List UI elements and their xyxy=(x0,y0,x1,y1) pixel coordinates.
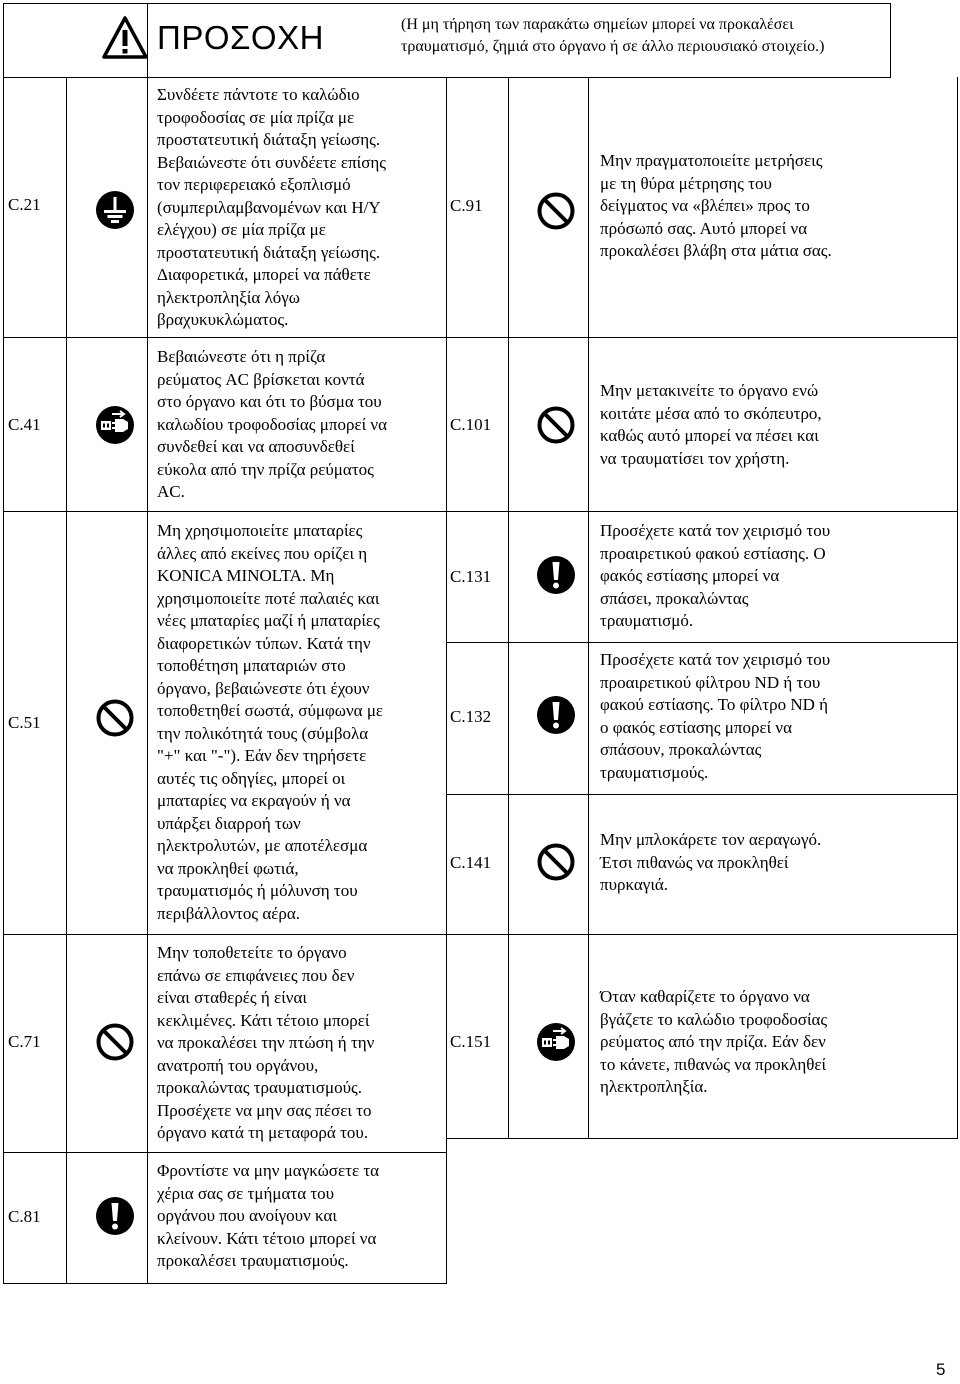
caution-text-line: διαφορετικών τύπων. Κατά την xyxy=(157,633,371,653)
caution-text-line: το κάνετε, πιθανώς να προκληθεί xyxy=(600,1054,827,1074)
unplug-icon xyxy=(95,405,135,445)
right-row-line xyxy=(446,337,958,338)
caution-text-line: κοιτάτε μέσα από το σκόπευτρο, xyxy=(600,403,822,423)
exclamation-icon xyxy=(95,1196,135,1236)
caution-text-line: φακός εστίασης μπορεί να xyxy=(600,566,780,585)
caution-text-line: προκαλέσει τραυματισμούς. xyxy=(157,1251,349,1270)
caution-text-line: Βεβαιώνεστε ότι συνδέετε επίσης xyxy=(157,152,387,172)
caution-text-line: την πολικότητά τους (σύμβολα xyxy=(157,723,369,743)
caution-text-line: με τη θύρα μέτρησης του xyxy=(600,173,772,193)
header-right-border xyxy=(890,3,891,78)
caution-text-line: προαιρετικού φακού εστίασης. Ο xyxy=(600,543,826,563)
caution-text-line: πυρκαγιά. xyxy=(600,875,669,894)
caution-text-line: ρεύματος από την πρίζα. Εάν δεν xyxy=(600,1032,826,1051)
caution-text-line: Έτσι πιθανώς να προκληθεί xyxy=(600,852,789,872)
caution-code: C.131 xyxy=(450,567,492,586)
left-row-line xyxy=(3,337,447,338)
caution-code: C.91 xyxy=(450,196,483,215)
caution-text-line: Προσέχετε κατά τον χειρισμό του xyxy=(600,521,831,540)
caution-text-line: στο όργανο και ότι το βύσμα του xyxy=(157,392,382,411)
caution-text-line: Όταν καθαρίζετε το όργανο να xyxy=(600,987,810,1006)
caution-text-line: "+" και "-"). Εάν δεν τηρήσετε xyxy=(157,746,367,765)
caution-text-line: Μην μετακινείτε το όργανο ενώ xyxy=(600,381,819,400)
caution-text-line: περιβάλλοντος αέρα. xyxy=(157,903,301,923)
caution-text-line: τροφοδοσίας σε μία πρίζα με xyxy=(157,107,355,127)
caution-text-line: καλωδίου τροφοδοσίας μπορεί να xyxy=(157,414,388,434)
caution-text-line: αυτές τις οδηγίες, μπορεί οι xyxy=(157,768,346,788)
caution-text-line: ρεύματος AC βρίσκεται κοντά xyxy=(157,369,365,389)
caution-code: C.21 xyxy=(8,195,41,214)
header-divider xyxy=(3,77,891,78)
prohibited-icon xyxy=(536,842,576,882)
caution-text-line: τραυματισμούς. xyxy=(600,762,709,782)
top-border xyxy=(3,3,891,4)
left-row-line xyxy=(3,934,447,935)
caution-code: C.81 xyxy=(8,1207,41,1226)
left-row-line xyxy=(3,1152,447,1153)
caution-code: C.101 xyxy=(450,415,492,434)
unplug-icon xyxy=(536,1022,576,1062)
caution-text-line: ο φακός εστίασης μπορεί να xyxy=(600,717,793,737)
center-divider xyxy=(446,77,447,1284)
caution-code: C.141 xyxy=(450,853,492,872)
caution-text-line: Φροντίστε να μην μαγκώσετε τα xyxy=(157,1161,380,1180)
caution-text-line: τοποθετηθεί σωστά, σύμφωνα με xyxy=(157,701,384,720)
caution-text-line: προκαλέσει βλάβη στα μάτια σας. xyxy=(600,241,832,260)
caution-text-line: ηλεκτροπληξία. xyxy=(600,1077,708,1096)
right-icon-col-line xyxy=(508,77,509,1139)
caution-code: C.71 xyxy=(8,1032,41,1051)
caution-text-line: καθώς αυτό μπορεί να πέσει και xyxy=(600,426,819,445)
prohibited-icon xyxy=(95,1022,135,1062)
caution-text-line: τοποθέτηση μπαταριών στο xyxy=(157,656,346,675)
caution-code: C.151 xyxy=(450,1032,492,1051)
caution-text-line: σπάσουν, προκαλώντας xyxy=(600,740,762,759)
caution-text-line: ελέγχου) σε μία πρίζα με xyxy=(157,220,326,239)
caution-text-line: μπαταρίες να εκραγούν ή να xyxy=(157,791,351,810)
left-text-col-line xyxy=(147,3,148,1284)
caution-text-line: προστατευτική διάταξη γείωσης. xyxy=(157,242,381,262)
caution-text-line: προστατευτική διάταξη γείωσης. xyxy=(157,130,381,149)
caution-text-line: φακού εστίασης. Το φίλτρο ND ή xyxy=(600,695,829,714)
caution-title: ΠΡΟΣΟΧΗ xyxy=(157,19,324,56)
caution-text-line: Προσέχετε να μην σας πέσει το xyxy=(157,1100,372,1120)
right-row-line xyxy=(446,794,958,795)
caution-text-line: βγάζετε το καλώδιο τροφοδοσίας xyxy=(600,1009,828,1029)
caution-note: (Η μη τήρηση των παρακάτω σημείων μπορεί να προκαλέσει τραυματισμό, ζημιά στο όργανο ή σε άλλο περιουσιακό στοιχείο.) xyxy=(401,16,825,55)
caution-code: C.41 xyxy=(8,415,41,434)
caution-text-line: βραχυκυκλώματος. xyxy=(157,310,289,329)
caution-text-line: όργανο, βεβαιώνεστε ότι έχουν xyxy=(157,678,370,698)
prohibited-icon xyxy=(536,191,576,231)
caution-text-line: AC. xyxy=(157,482,185,501)
caution-text-line: KONICA MINOLTA. Μη xyxy=(157,566,335,585)
caution-text-line: υπάρξει διαρροή των xyxy=(157,813,301,833)
caution-text-line: όργανο κατά τη μεταφορά του. xyxy=(157,1123,369,1142)
caution-text-line: τραυματισμός ή μόλυνση του xyxy=(157,881,358,900)
left-bottom-border xyxy=(3,1283,447,1284)
caution-text-line: δείγματος να «βλέπει» προς το xyxy=(600,196,810,215)
right-bottom-border xyxy=(446,1138,958,1139)
caution-code: C.51 xyxy=(8,713,41,732)
caution-text-line: ανατροπή του οργάνου, xyxy=(157,1055,319,1075)
page-number: 5 xyxy=(936,1360,946,1379)
exclamation-icon xyxy=(536,555,576,595)
caution-text-line: Διαφορετικά, μπορεί να πάθετε xyxy=(157,265,371,284)
prohibited-icon xyxy=(95,698,135,738)
left-icon-col-line xyxy=(66,77,67,1284)
caution-text-line: να προκληθεί φωτιά, xyxy=(157,858,299,878)
caution-text-line: χέρια σας σε τμήματα του xyxy=(157,1183,335,1203)
right-border xyxy=(957,77,958,1139)
warning-triangle-icon xyxy=(101,14,149,62)
caution-text-line: Μην πραγματοποιείτε μετρήσεις xyxy=(600,151,823,170)
right-row-line xyxy=(446,934,958,935)
caution-text-line: Προσέχετε κατά τον χειρισμό του xyxy=(600,650,831,669)
caution-text-line: ηλεκτροπληξία λόγω xyxy=(157,287,300,307)
ground-icon xyxy=(95,190,135,230)
caution-text-line: προαιρετικού φίλτρου ND ή του xyxy=(600,672,821,692)
caution-text-line: Μην μπλοκάρετε τον αεραγωγό. xyxy=(600,830,822,849)
caution-text-line: Συνδέετε πάντοτε το καλώδιο xyxy=(157,85,360,104)
caution-text-line: οργάνου που ανοίγουν και xyxy=(157,1206,337,1225)
caution-text-line: τον περιφερειακό εξοπλισμό xyxy=(157,175,351,194)
caution-text-line: Βεβαιώνεστε ότι η πρίζα xyxy=(157,347,326,366)
caution-code: C.132 xyxy=(450,707,492,726)
right-row-line xyxy=(446,511,958,512)
right-row-line xyxy=(446,642,958,643)
caution-text-line: χρησιμοποιείτε ποτέ παλαιές και xyxy=(157,588,380,608)
caution-text-line: τραυματισμό. xyxy=(600,611,694,630)
caution-text-line: εύκολα από την πρίζα ρεύματος xyxy=(157,459,374,479)
caution-text-line: Μη χρησιμοποιείτε μπαταρίες xyxy=(157,521,363,540)
caution-text-line: προκαλώντας τραυματισμούς. xyxy=(157,1078,362,1097)
caution-text-line: συνδεθεί και να αποσυνδεθεί xyxy=(157,437,355,456)
caution-text-line: άλλες από εκείνες που ορίζει η xyxy=(157,543,368,563)
caution-text-line: επάνω σε επιφάνειες που δεν xyxy=(157,965,355,985)
caution-text-line: να τραυματίσει τον χρήστη. xyxy=(600,448,790,468)
caution-text-line: κεκλιμένες. Κάτι τέτοιο μπορεί xyxy=(157,1010,370,1030)
caution-text-line: είναι σταθερές ή είναι xyxy=(157,988,307,1007)
prohibited-icon xyxy=(536,405,576,445)
caution-text-line: πρόσωπό σας. Αυτό μπορεί να xyxy=(600,218,808,238)
left-border xyxy=(3,3,4,1284)
caution-text-line: Μην τοποθετείτε το όργανο xyxy=(157,943,347,962)
caution-text-line: (συμπεριλαμβανομένων και Η/Υ xyxy=(157,197,381,217)
right-text-col-line xyxy=(588,77,589,1139)
caution-text-line: σπάσει, προκαλώντας xyxy=(600,588,749,608)
left-row-line xyxy=(3,511,447,512)
caution-text-line: κλείνουν. Κάτι τέτοιο μπορεί να xyxy=(157,1228,377,1248)
caution-text-line: νέες μπαταρίες μαζί ή μπαταρίες xyxy=(157,611,380,630)
exclamation-icon xyxy=(536,695,576,735)
caution-text-line: ηλεκτρολυτών, με αποτέλεσμα xyxy=(157,836,368,855)
caution-text-line: να προκαλέσει την πτώση ή την xyxy=(157,1033,375,1052)
